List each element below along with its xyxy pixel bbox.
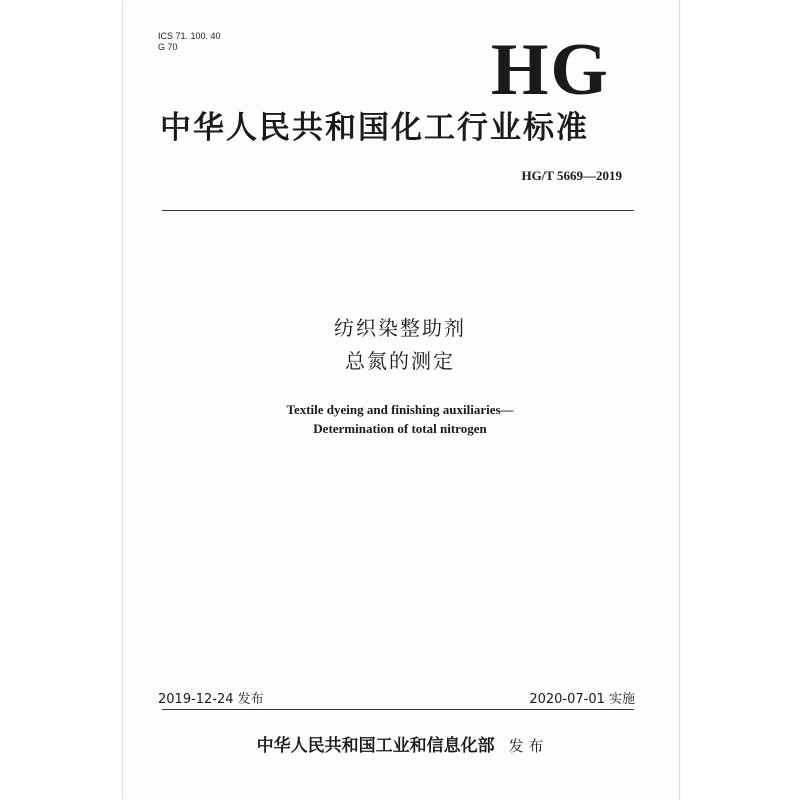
publish-date: 2019-12-24 发布 [158,692,264,707]
chinese-title-line-1: 纺织染整助剂 [334,316,466,340]
top-divider [162,210,634,211]
bottom-divider [162,709,634,710]
standard-category-title: 中华人民共和国化工行业标准 [160,110,589,146]
issuing-authority [0,734,800,758]
hg-logo: HG [490,29,610,111]
classification-block [158,31,221,53]
english-title-line-1: Textile dyeing and finishing auxiliaries— [286,402,514,417]
ics-code: ICS 71. 100. 40 [158,31,221,41]
standard-number: HG/T 5669—2019 [521,168,622,183]
issuer-suffix: 发 布 [508,737,544,755]
chinese-title-line-2: 总氮的测定 [345,349,455,373]
english-title-line-2: Determination of total nitrogen [313,421,487,436]
class-code: G 70 [158,42,178,52]
issuer-name: 中华人民共和国工业和信息化部 [256,736,495,756]
implementation-date: 2020-07-01 实施 [529,692,635,707]
